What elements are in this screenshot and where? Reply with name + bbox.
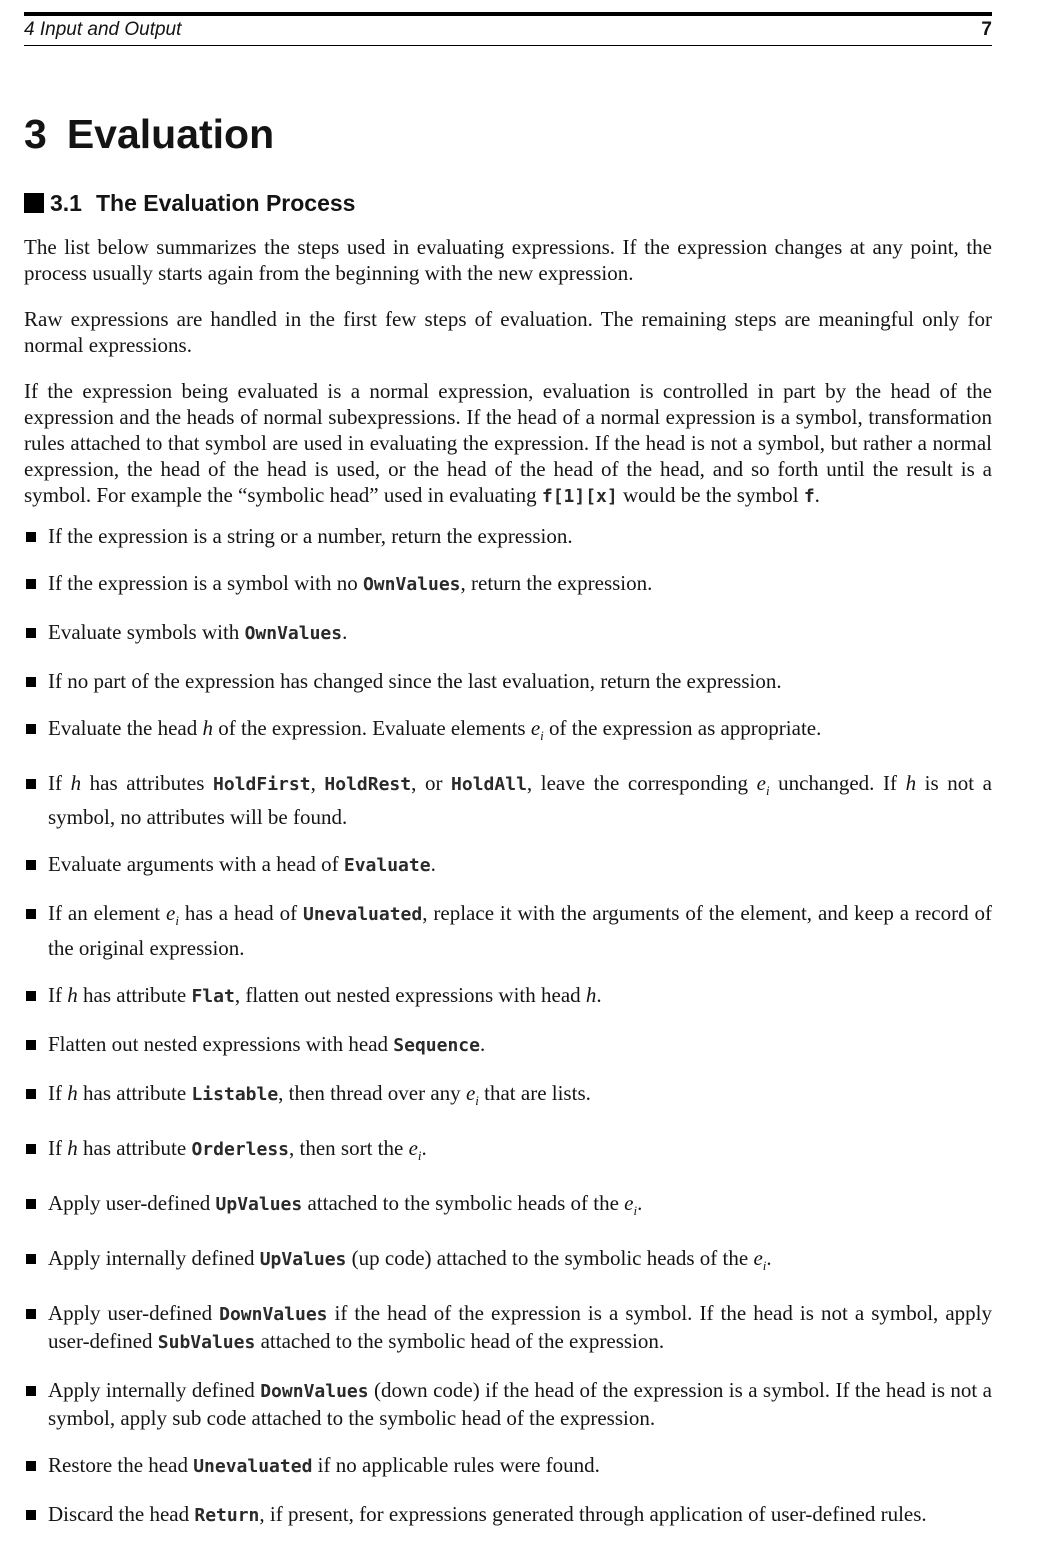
chapter-title-text: Evaluation	[66, 111, 275, 157]
bullet-icon	[26, 1199, 36, 1209]
step-text: If no part of the expression has changed since the last evaluation, return the expression.	[48, 669, 782, 693]
list-item	[24, 570, 992, 598]
running-head-section: 4 Input and Output	[24, 19, 182, 40]
inline-code: Flat	[191, 985, 235, 1007]
math-var: h	[202, 716, 214, 740]
step-text: Apply internally defined	[48, 1246, 260, 1271]
bullet-icon	[26, 1309, 36, 1319]
bullet-icon	[26, 724, 36, 734]
inline-code: HoldRest	[324, 774, 412, 796]
step-text: .	[596, 982, 602, 1007]
bullet-icon	[26, 1144, 36, 1154]
math-var: e	[408, 1135, 418, 1160]
inline-code: DownValues	[219, 1304, 328, 1326]
bullet-icon	[26, 1040, 36, 1050]
step-text: (up code) attached to the symbolic heads of the	[346, 1246, 754, 1271]
list-item	[24, 1031, 992, 1059]
math-var: h	[585, 982, 597, 1007]
chapter-number: 3	[24, 111, 47, 157]
header-rule	[24, 45, 992, 46]
step-text: , flatten out nested expressions with head	[234, 982, 586, 1007]
bullet-icon	[26, 677, 36, 687]
math-var: h	[70, 771, 82, 796]
step-text: if no applicable rules were found.	[312, 1453, 600, 1478]
list-item	[24, 900, 992, 960]
step-text: , leave the corresponding	[526, 771, 757, 796]
math-var: e	[756, 771, 766, 796]
step-text: If	[48, 771, 71, 796]
step-text: attached to the symbolic heads of the	[302, 1190, 625, 1215]
bullet-icon	[26, 1510, 36, 1520]
step-text: has a head of	[178, 901, 304, 926]
math-var: e	[753, 1246, 763, 1271]
bullet-icon	[26, 860, 36, 870]
bullet-icon	[26, 909, 36, 919]
step-text: .	[342, 620, 348, 644]
paragraph	[24, 378, 992, 510]
inline-code: OwnValues	[244, 623, 343, 644]
inline-code: UpValues	[259, 1249, 347, 1271]
paragraph-text: .	[814, 483, 820, 507]
math-var: e	[166, 901, 176, 926]
paragraph: Raw expressions are handled in the first few steps of evaluation. The remaining steps are meaningful only for normal expressions.	[24, 307, 992, 357]
math-subscript: i	[417, 1147, 422, 1163]
inline-code: Orderless	[191, 1138, 290, 1160]
list-item	[24, 982, 992, 1010]
math-var: h	[67, 1135, 78, 1160]
inline-code: Evaluate	[343, 855, 431, 877]
inline-code: SubValues	[157, 1332, 256, 1354]
running-head	[24, 12, 992, 42]
math-subscript: i	[175, 913, 179, 929]
step-text: , or	[411, 771, 452, 796]
math-subscript: i	[633, 1203, 638, 1219]
list-item	[24, 1190, 992, 1224]
bullet-icon	[26, 1386, 36, 1396]
paragraph: The list below summarizes the steps used in evaluating expressions. If the expression changes at any point, the process usually starts again from the beginning with the new expression.	[24, 235, 992, 285]
step-text: has attribute	[77, 1135, 192, 1160]
list-item	[24, 668, 992, 694]
inline-code: HoldAll	[451, 774, 527, 796]
step-text: .	[479, 1031, 486, 1056]
step-text: is not a symbol, no attributes will be found.	[48, 771, 993, 830]
chapter-title	[24, 110, 992, 158]
bullet-icon	[26, 991, 36, 1001]
step-text: If	[48, 1080, 68, 1105]
step-text: If the expression is a symbol with no	[48, 571, 363, 595]
evaluation-steps-list	[24, 523, 992, 1529]
list-item	[24, 1452, 992, 1480]
inline-code: UpValues	[215, 1193, 303, 1215]
list-item	[24, 1377, 992, 1431]
list-item	[24, 770, 992, 830]
math-var: e	[624, 1190, 634, 1215]
step-text: if the head of the expression is a symbol. If the head is not a symbol, apply user-defined	[48, 1301, 992, 1354]
step-text: of the expression. Evaluate elements	[213, 716, 531, 740]
math-var: h	[67, 1080, 78, 1105]
inline-code: OwnValues	[362, 574, 461, 595]
step-text: has attribute	[77, 982, 192, 1007]
step-text: If the expression is a string or a number, return the expression.	[48, 524, 573, 548]
step-text: If an element	[48, 901, 167, 926]
step-text: Apply user-defined	[48, 1301, 220, 1326]
math-subscript: i	[762, 1258, 767, 1274]
math-var: e	[465, 1080, 476, 1105]
list-item	[24, 715, 992, 749]
math-subscript: i	[540, 728, 544, 744]
list-item	[24, 1135, 992, 1169]
step-text: , replace it with the arguments of the element, and keep a record of the original expression.	[48, 901, 993, 960]
list-item	[24, 523, 992, 549]
inline-code: f	[803, 486, 815, 507]
step-text: Flatten out nested expressions with head	[48, 1031, 394, 1056]
inline-code: Return	[194, 1505, 260, 1527]
paragraph-text: would be the symbol	[617, 483, 804, 507]
list-item	[24, 619, 992, 647]
section-title	[24, 188, 992, 218]
step-text: Discard the head	[48, 1502, 195, 1527]
bullet-icon	[26, 1089, 36, 1099]
list-item	[24, 851, 992, 879]
bullet-icon	[26, 1254, 36, 1264]
inline-code: Sequence	[393, 1034, 480, 1056]
step-text: .	[637, 1190, 643, 1215]
section-title-text: The Evaluation Process	[95, 190, 356, 216]
inline-code: Unevaluated	[303, 904, 423, 926]
step-text: that are lists.	[478, 1080, 591, 1105]
section-number: 3.1	[50, 190, 82, 216]
list-item	[24, 1300, 992, 1356]
math-var: h	[905, 771, 917, 796]
paragraph-text: If the expression being evaluated is a normal expression, evaluation is controlled in part by the head of the expression and the heads of normal subexpressions. If the head of a normal expression is a symbol, transformation rules attached to that symbol are used in evaluating the expression. If the head is not a symbol, but rather a normal expression, the head of the head is used, or the head of the head of the head, and so forth until the result is a symbol. For example the “symbolic head” used in evaluating	[24, 379, 992, 507]
step-text: Apply internally defined	[48, 1378, 261, 1403]
list-item	[24, 1245, 992, 1279]
step-text: , then thread over any	[278, 1080, 466, 1105]
inline-code: DownValues	[260, 1381, 369, 1403]
step-text: of the expression as appropriate.	[543, 716, 822, 740]
step-text: If	[48, 982, 68, 1007]
step-text: Evaluate symbols with	[48, 620, 245, 644]
step-text: , return the expression.	[460, 571, 653, 595]
step-text: has attributes	[81, 771, 214, 796]
step-text: , if present, for expressions generated through application of user-defined rules.	[259, 1502, 927, 1527]
step-text: , then sort the	[289, 1135, 409, 1160]
step-text: Restore the head	[48, 1453, 194, 1478]
bullet-icon	[26, 1461, 36, 1471]
bullet-icon	[26, 779, 36, 789]
step-text: .	[430, 852, 436, 877]
section-marker-icon	[24, 193, 44, 213]
inline-code: Unevaluated	[193, 1456, 313, 1478]
step-text: ,	[310, 771, 325, 796]
step-text: Evaluate arguments with a head of	[48, 852, 344, 877]
inline-code: HoldFirst	[213, 774, 311, 796]
step-text: .	[421, 1135, 427, 1160]
list-item	[24, 1501, 992, 1529]
step-text: Evaluate the head	[48, 716, 203, 740]
step-text: has attribute	[77, 1080, 192, 1105]
math-var: e	[530, 716, 541, 740]
bullet-icon	[26, 628, 36, 638]
step-text: unchanged. If	[769, 771, 906, 796]
page	[24, 0, 992, 1550]
step-text: If	[48, 1135, 68, 1160]
bullet-icon	[26, 579, 36, 589]
list-item	[24, 1080, 992, 1114]
step-text: (down code) if the head of the expression is a symbol. If the head is not a symbol, apply sub code attached to the symbolic head of the expression.	[48, 1378, 992, 1431]
math-subscript: i	[475, 1092, 479, 1108]
step-text: .	[766, 1246, 772, 1271]
page-number: 7	[981, 19, 992, 40]
inline-code: Listable	[191, 1083, 279, 1105]
step-text: Apply user-defined	[48, 1190, 216, 1215]
inline-code: f[1][x]	[541, 486, 618, 507]
math-subscript: i	[765, 783, 770, 799]
step-text: attached to the symbolic head of the expression.	[255, 1329, 665, 1354]
math-var: h	[67, 982, 78, 1007]
bullet-icon	[26, 532, 36, 542]
